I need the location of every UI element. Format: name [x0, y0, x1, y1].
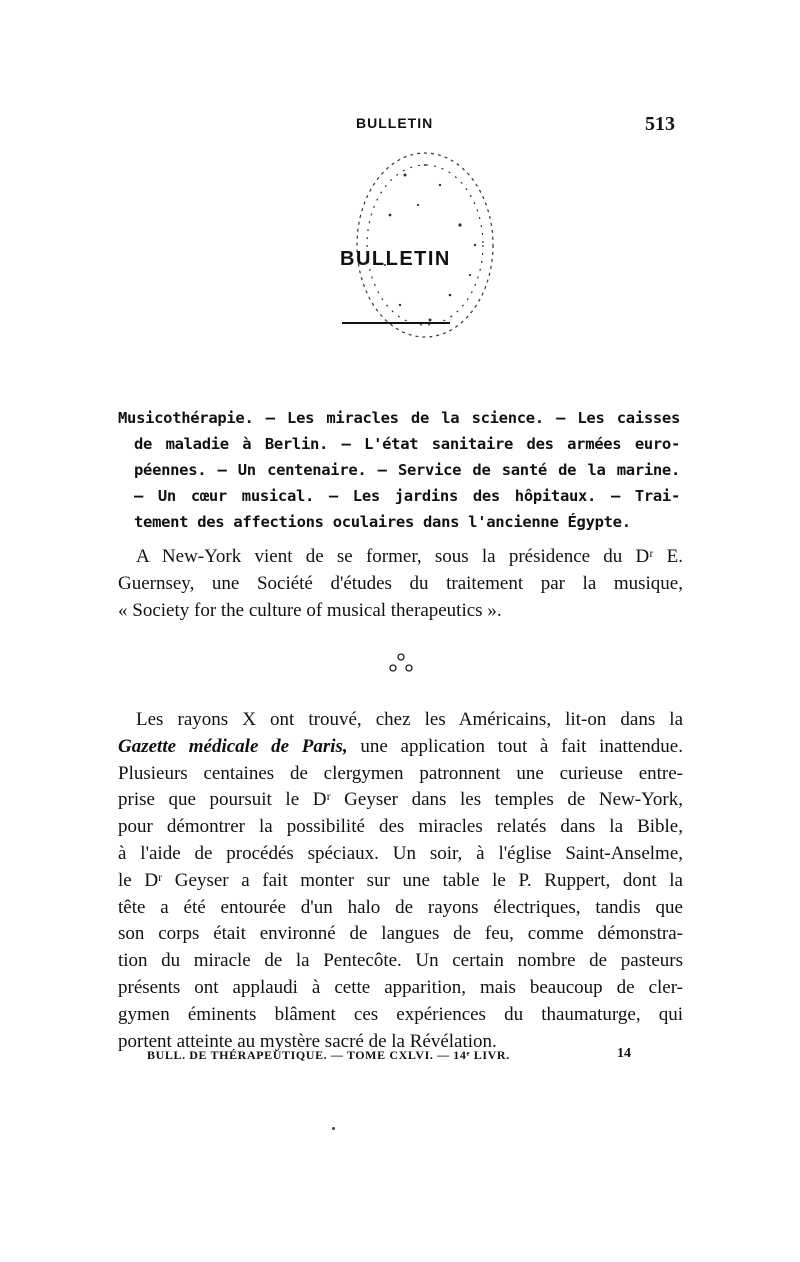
text-line: tion du miracle de la Pentecôte. Un certain nombre de pasteurs [118, 950, 683, 972]
emblem-text: BULLETIN [340, 248, 451, 270]
summary-line: — Un cœur musical. — Les jardins des hôpitaux. — Trai- [134, 487, 680, 505]
text-line: Guernsey, une Société d'études du traitement par la musique, [118, 572, 683, 594]
footer-sheet-number: 14 [617, 1046, 631, 1061]
text-line: le Dʳ Geyser a fait monter sur une table le P. Ruppert, dont la [118, 869, 683, 891]
bulletin-emblem-stamp [330, 145, 510, 360]
text-line: Les rayons X ont trouvé, chez les Américains, lit-on dans la [136, 709, 683, 730]
text-fragment: une application tout à fait inattendue. [347, 735, 683, 757]
text-line: portent atteinte au mystère sacré de la Révélation. [118, 1030, 497, 1052]
issue-summary [118, 405, 680, 535]
summary-line: Musicothérapie. — Les miracles de la science. — Les caisses [118, 409, 680, 427]
summary-line: péennes. — Un centenaire. — Service de santé de la marine. [134, 461, 680, 479]
text-line: à l'aide de procédés spéciaux. Un soir, à l'église Saint-Anselme, [118, 842, 683, 864]
text-line: pour démontrer la possibilité des miracles relatés dans la Bible, [118, 816, 683, 838]
ink-speck [332, 1127, 335, 1130]
text-line: présents ont applaudi à cette apparition, mais beaucoup de cler- [118, 976, 683, 998]
text-line: prise que poursuit le Dʳ Geyser dans les temples de New-York, [118, 789, 683, 811]
paragraph-musicotherapie [118, 544, 683, 624]
text-line: gymen éminents blâment ces expériences du thaumaturge, qui [118, 1003, 683, 1025]
journal-title: Gazette médicale de Paris, [118, 735, 348, 757]
footer-signature: BULL. DE THÉRAPEUTIQUE. — TOME CXLVI. — 14ᵉ LIVR. [147, 1048, 510, 1062]
text-line: Plusieurs centaines de clergymen patronnent une curieuse entre- [118, 762, 683, 784]
text-line: tête a été entourée d'un halo de rayons électriques, tandis que [118, 896, 683, 918]
asterism-separator [386, 650, 416, 676]
running-head-title: BULLETIN [356, 115, 434, 131]
summary-line: tement des affections oculaires dans l'ancienne Égypte. [134, 513, 631, 531]
page-number: 513 [645, 113, 675, 135]
text-line: son corps était environné de langues de feu, comme démonstra- [118, 923, 683, 945]
text-line-with-journal [118, 734, 683, 761]
paragraph-rayons-x [118, 707, 683, 1055]
text-line: A New-York vient de se former, sous la présidence du Dʳ E. [136, 546, 683, 567]
text-line: « Society for the culture of musical therapeutics ». [118, 599, 502, 621]
summary-line: de maladie à Berlin. — L'état sanitaire des armées euro- [134, 435, 680, 453]
